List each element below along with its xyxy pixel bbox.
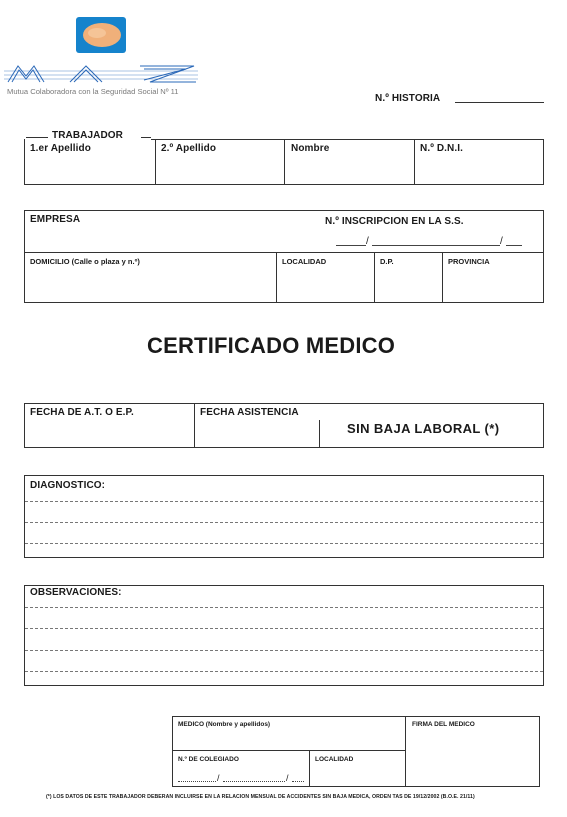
maz-emblem-icon	[76, 17, 126, 53]
dni-label: N.º D.N.I.	[420, 143, 463, 154]
fechas-inner-divider	[319, 420, 320, 421]
fecha-at-label: FECHA DE A.T. O E.P.	[30, 407, 134, 418]
nombre-field[interactable]	[285, 156, 413, 184]
domicilio-label: DOMICILIO (Calle o plaza y n.º)	[30, 257, 140, 266]
localidad-label: LOCALIDAD	[282, 257, 327, 266]
observaciones-label: OBSERVACIONES:	[30, 587, 122, 598]
medico-nombre-field[interactable]	[173, 730, 404, 749]
page-title: CERTIFICADO MEDICO	[147, 333, 396, 358]
empresa-field[interactable]	[25, 228, 315, 251]
nombre-label: Nombre	[291, 143, 330, 154]
colegiado-field-part2[interactable]	[223, 781, 285, 782]
footnote: (*) LOS DATOS DE ESTE TRABAJADOR DEBERAN INCLUIRSE EN LA RELACION MENSUAL DE ACCIDENTES SIN BAJA MEDICA, ORDEN TAS DE 19/12/2002 (B.O.E. 21/11)	[46, 794, 475, 800]
observaciones-line[interactable]	[25, 607, 543, 608]
localidad-field[interactable]	[277, 268, 373, 302]
apellido2-label: 2.º Apellido	[161, 143, 217, 154]
dp-field[interactable]	[375, 268, 441, 302]
provincia-label: PROVINCIA	[448, 257, 490, 266]
apellido2-field[interactable]	[156, 156, 283, 184]
observaciones-line[interactable]	[25, 671, 543, 672]
firma-label: FIRMA DEL MEDICO	[412, 721, 475, 728]
colegiado-field-part3[interactable]	[292, 781, 304, 782]
diagnostico-line[interactable]	[25, 543, 543, 544]
diagnostico-line[interactable]	[25, 522, 543, 523]
trabajador-top-edge	[151, 139, 544, 140]
firma-field[interactable]	[406, 730, 539, 786]
dp-label: D.P.	[380, 257, 394, 266]
slash: /	[366, 236, 369, 247]
empresa-row-divider	[24, 252, 544, 253]
provincia-field[interactable]	[443, 268, 543, 302]
historia-field[interactable]	[455, 102, 544, 103]
maz-wordmark	[4, 64, 198, 84]
diagnostico-label: DIAGNOSTICO:	[30, 480, 106, 491]
maz-subtitle: Mutua Colaboradora con la Seguridad Social Nº 11	[7, 87, 179, 96]
fecha-asistencia-field[interactable]	[195, 420, 318, 447]
trabajador-legend-line-right	[141, 137, 151, 138]
trabajador-legend: TRABAJADOR	[52, 130, 123, 141]
observaciones-line[interactable]	[25, 628, 543, 629]
diagnostico-line[interactable]	[25, 501, 543, 502]
empresa-label: EMPRESA	[30, 214, 81, 225]
trabajador-legend-line-left	[26, 137, 48, 138]
inscripcion-field-part1[interactable]	[336, 245, 366, 246]
medico-label: MEDICO (Nombre y apellidos)	[178, 721, 271, 728]
apellido1-field[interactable]	[25, 156, 154, 184]
medico-row-divider	[172, 750, 406, 751]
slash: /	[286, 773, 289, 783]
domicilio-field[interactable]	[25, 268, 275, 302]
colegiado-label: N.º DE COLEGIADO	[178, 756, 239, 763]
medico-localidad-field[interactable]	[310, 764, 404, 786]
fecha-at-field[interactable]	[25, 420, 193, 447]
inscripcion-field-part3[interactable]	[506, 245, 522, 246]
dni-field[interactable]	[415, 156, 543, 184]
colegiado-field-part1[interactable]	[178, 781, 216, 782]
historia-label: N.º HISTORIA	[375, 93, 441, 104]
slash: /	[500, 236, 503, 247]
sin-baja-label: SIN BAJA LABORAL (*)	[347, 421, 500, 436]
fecha-asistencia-label: FECHA ASISTENCIA	[200, 407, 299, 418]
inscripcion-field-part2[interactable]	[372, 245, 500, 246]
inscripcion-label: N.º INSCRIPCION EN LA S.S.	[325, 216, 464, 227]
maz-logo	[4, 14, 204, 100]
slash: /	[217, 773, 220, 783]
divider	[319, 420, 320, 448]
medico-localidad-label: LOCALIDAD	[315, 756, 354, 763]
observaciones-line[interactable]	[25, 650, 543, 651]
apellido1-label: 1.er Apellido	[30, 143, 91, 154]
